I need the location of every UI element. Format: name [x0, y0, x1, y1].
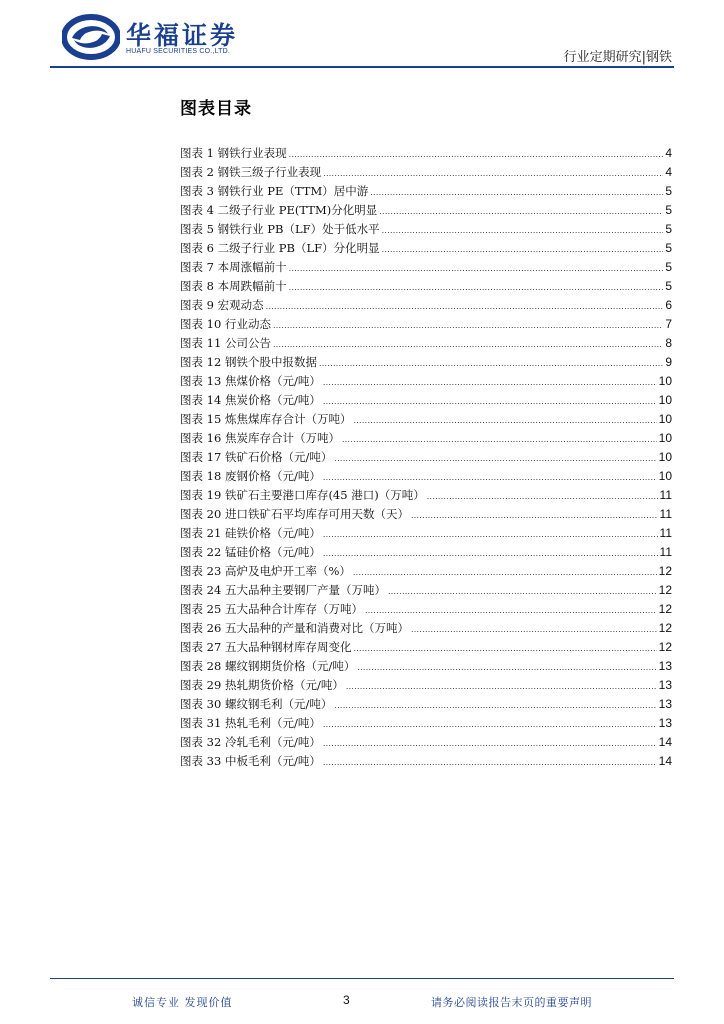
toc-entry[interactable]: [180, 353, 672, 372]
toc-entry[interactable]: [180, 733, 672, 752]
toc-entry-page: 11: [659, 526, 672, 540]
toc-leader-dots: [323, 468, 657, 487]
toc-entry-label: 图表 16 焦炭库存合计（万吨）: [180, 431, 340, 445]
toc-leader-dots: [334, 449, 656, 468]
toc-entry[interactable]: [180, 429, 672, 448]
toc-entry-label: 图表 13 焦煤价格（元/吨）: [180, 374, 321, 388]
toc-entry[interactable]: [180, 220, 672, 239]
toc-entry[interactable]: [180, 695, 672, 714]
toc-entry[interactable]: [180, 486, 672, 505]
toc-leader-dots: [411, 506, 658, 525]
toc-entry-page: 11: [659, 545, 672, 559]
huafu-logo: [62, 14, 252, 60]
toc-entry[interactable]: [180, 600, 672, 619]
toc-leader-dots: [323, 753, 657, 772]
toc-entry-page: 11: [659, 488, 672, 502]
toc-entry-page: 5: [665, 184, 672, 198]
toc-entry[interactable]: [180, 239, 672, 258]
toc-entry-label: 图表 27 五大品种钢材库存周变化: [180, 640, 352, 654]
toc-entry-label: 图表 23 高炉及电炉开工率（%）: [180, 564, 351, 578]
toc-entry[interactable]: [180, 296, 672, 315]
toc-entry-page: 14: [658, 735, 672, 749]
toc-entry-label: 图表 22 锰硅价格（元/吨）: [180, 545, 321, 559]
toc-entry-page: 9: [665, 355, 672, 369]
toc-entry[interactable]: [180, 315, 672, 334]
toc-entry-page: 10: [658, 393, 672, 407]
toc-entry-label: 图表 14 焦炭价格（元/吨）: [180, 393, 321, 407]
toc-entry[interactable]: [180, 543, 672, 562]
toc-leader-dots: [411, 620, 657, 639]
toc-entry-page: 10: [658, 450, 672, 464]
toc-entry[interactable]: [180, 467, 672, 486]
toc-entry[interactable]: [180, 524, 672, 543]
toc-leader-dots: [379, 202, 663, 221]
report-type: 行业定期研究|钢铁: [563, 50, 672, 65]
huafu-logo-icon: [62, 14, 120, 60]
footer-divider: [50, 978, 674, 979]
toc-entry-page: 12: [658, 621, 672, 635]
toc-entry-page: 10: [658, 431, 672, 445]
toc-entry-page: 11: [659, 507, 672, 521]
toc-leader-dots: [289, 145, 664, 164]
brand-english-name: HUAFU SECURITIES CO.,LTD.: [126, 48, 231, 55]
toc-leader-dots: [323, 164, 663, 183]
toc-entry-label: 图表 6 二级子行业 PB（LF）分化明显: [180, 241, 380, 255]
toc-leader-dots: [357, 658, 656, 677]
toc-entry-label: 图表 10 行业动态: [180, 317, 271, 331]
toc-entry[interactable]: [180, 657, 672, 676]
toc-entry[interactable]: [180, 619, 672, 638]
toc-leader-dots: [323, 525, 658, 544]
toc-entry-page: 7: [665, 317, 672, 331]
toc-entry-label: 图表 30 螺纹钢毛利（元/吨）: [180, 697, 333, 711]
toc-leader-dots: [353, 639, 656, 658]
header-divider: [50, 66, 674, 68]
toc-entry[interactable]: [180, 182, 672, 201]
toc-leader-dots: [323, 734, 657, 753]
toc-entry-page: 12: [658, 602, 672, 616]
toc-entry[interactable]: [180, 163, 672, 182]
toc-entry-label: 图表 26 五大品种的产量和消费对比（万吨）: [180, 621, 409, 635]
toc-entry-page: 14: [658, 754, 672, 768]
toc-entry-label: 图表 2 钢铁三级子行业表现: [180, 165, 322, 179]
toc-entry-label: 图表 33 中板毛利（元/吨）: [180, 754, 321, 768]
table-of-figures: [180, 144, 672, 771]
toc-entry[interactable]: [180, 372, 672, 391]
toc-entry-label: 图表 18 废钢价格（元/吨）: [180, 469, 321, 483]
toc-leader-dots: [323, 392, 657, 411]
toc-leader-dots: [323, 715, 657, 734]
toc-entry-page: 12: [658, 583, 672, 597]
toc-leader-dots: [382, 240, 664, 259]
toc-entry-label: 图表 3 钢铁行业 PE（TTM）居中游: [180, 184, 369, 198]
toc-entry-label: 图表 17 铁矿石价格（元/吨）: [180, 450, 333, 464]
toc-leader-dots: [353, 563, 657, 582]
toc-entry[interactable]: [180, 638, 672, 657]
toc-entry-page: 8: [665, 336, 672, 350]
toc-leader-dots: [388, 582, 657, 601]
brand-name: 华福证券: [126, 21, 239, 50]
toc-entry[interactable]: [180, 144, 672, 163]
toc-entry-label: 图表 25 五大品种合计库存（万吨）: [180, 602, 363, 616]
toc-leader-dots: [323, 373, 657, 392]
page-header: [0, 0, 724, 70]
toc-entry-label: 图表 29 热轧期货价格（元/吨）: [180, 678, 344, 692]
toc-leader-dots: [382, 221, 664, 240]
toc-entry-label: 图表 24 五大品种主要钢厂产量（万吨）: [180, 583, 386, 597]
toc-entry-label: 图表 1 钢铁行业表现: [180, 146, 287, 160]
toc-entry-page: 5: [665, 260, 672, 274]
toc-entry-page: 10: [658, 374, 672, 388]
toc-entry-label: 图表 15 炼焦煤库存合计（万吨）: [180, 412, 352, 426]
toc-entry-label: 图表 9 宏观动态: [180, 298, 264, 312]
toc-leader-dots: [342, 430, 657, 449]
toc-entry-label: 图表 8 本周跌幅前十: [180, 279, 287, 293]
toc-entry[interactable]: [180, 258, 672, 277]
toc-entry[interactable]: [180, 714, 672, 733]
toc-leader-dots: [266, 297, 664, 316]
toc-entry-label: 图表 28 螺纹钢期货价格（元/吨）: [180, 659, 356, 673]
toc-leader-dots: [319, 354, 663, 373]
footer-slogan: 诚信专业 发现价值: [132, 996, 233, 1009]
footer-disclaimer: 请务必阅读报告末页的重要声明: [431, 996, 592, 1009]
toc-leader-dots: [273, 316, 663, 335]
toc-leader-dots: [353, 411, 656, 430]
toc-entry-label: 图表 19 铁矿石主要港口库存(45 港口)（万吨）: [180, 488, 425, 502]
toc-entry-label: 图表 5 钢铁行业 PB（LF）处于低水平: [180, 222, 380, 236]
toc-entry-page: 5: [665, 203, 672, 217]
toc-entry-page: 6: [665, 298, 672, 312]
toc-entry-label: 图表 32 冷轧毛利（元/吨）: [180, 735, 321, 749]
toc-entry-label: 图表 11 公司公告: [180, 336, 271, 350]
toc-entry[interactable]: [180, 391, 672, 410]
toc-leader-dots: [289, 259, 664, 278]
toc-title: 图表目录: [180, 99, 252, 119]
toc-entry-label: 图表 21 硅铁价格（元/吨）: [180, 526, 321, 540]
toc-entry[interactable]: [180, 562, 672, 581]
toc-entry[interactable]: [180, 201, 672, 220]
toc-leader-dots: [273, 335, 663, 354]
toc-entry-page: 12: [658, 640, 672, 654]
toc-leader-dots: [334, 696, 656, 715]
toc-entry-page: 4: [665, 146, 672, 160]
toc-leader-dots: [289, 278, 664, 297]
toc-entry-page: 13: [658, 697, 672, 711]
toc-entry-page: 13: [658, 716, 672, 730]
toc-entry[interactable]: [180, 581, 672, 600]
toc-entry-page: 13: [658, 659, 672, 673]
page-number: 3: [343, 993, 350, 1007]
toc-leader-dots: [323, 544, 658, 563]
toc-entry[interactable]: [180, 448, 672, 467]
toc-entry[interactable]: [180, 334, 672, 353]
toc-entry[interactable]: [180, 505, 672, 524]
toc-entry[interactable]: [180, 752, 672, 771]
toc-entry-page: 10: [658, 412, 672, 426]
toc-entry-label: 图表 12 钢铁个股中报数据: [180, 355, 317, 369]
toc-entry-page: 10: [658, 469, 672, 483]
toc-entry-label: 图表 20 进口铁矿石平均库存可用天数（天）: [180, 507, 409, 521]
toc-entry[interactable]: [180, 410, 672, 429]
toc-leader-dots: [427, 487, 658, 506]
toc-entry-page: 5: [665, 279, 672, 293]
toc-entry-label: 图表 4 二级子行业 PE(TTM)分化明显: [180, 203, 378, 217]
toc-leader-dots: [370, 183, 663, 202]
toc-entry-label: 图表 31 热轧毛利（元/吨）: [180, 716, 321, 730]
toc-leader-dots: [346, 677, 657, 696]
toc-leader-dots: [365, 601, 657, 620]
toc-entry-page: 12: [658, 564, 672, 578]
toc-entry-label: 图表 7 本周涨幅前十: [180, 260, 287, 274]
toc-entry-page: 13: [658, 678, 672, 692]
toc-entry[interactable]: [180, 277, 672, 296]
toc-entry[interactable]: [180, 676, 672, 695]
toc-entry-page: 5: [665, 241, 672, 255]
toc-entry-page: 4: [665, 165, 672, 179]
toc-entry-page: 5: [665, 222, 672, 236]
